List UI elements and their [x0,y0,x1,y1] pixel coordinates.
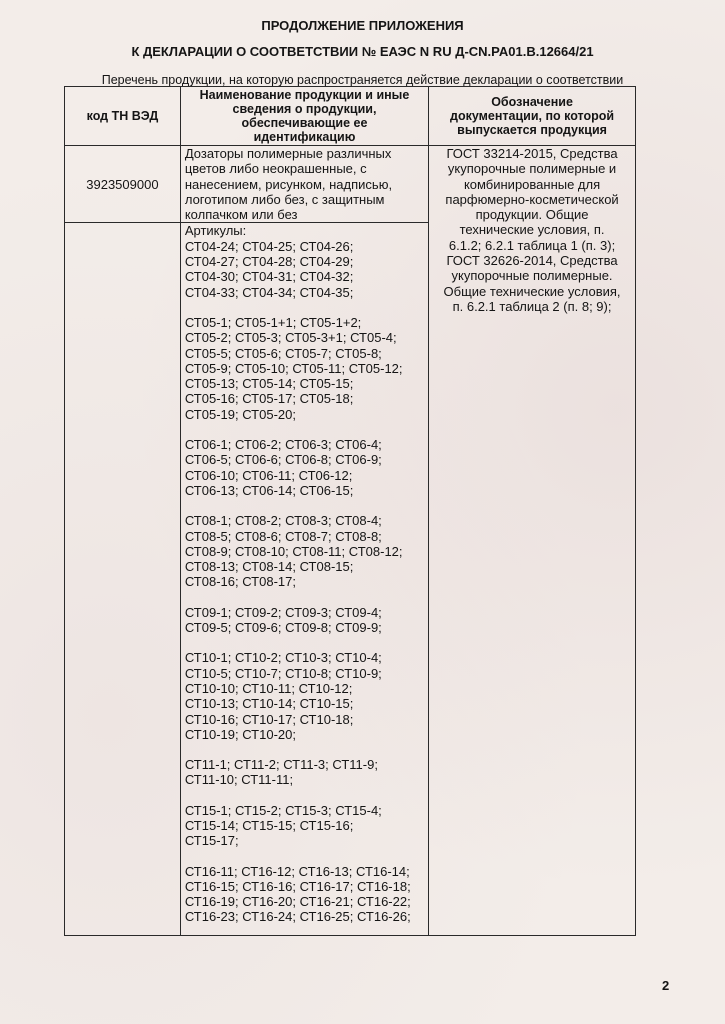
article-line: СТ05-16; СТ05-17; СТ05-18; [184,391,354,407]
page-title: ПРОДОЛЖЕНИЕ ПРИЛОЖЕНИЯ [261,18,464,33]
article-group [185,437,424,498]
article-line: СТ05-9; СТ05-10; СТ05-11; СТ05-12; [184,360,403,376]
empty-code-cell [65,223,181,936]
article-line: СТ08-1; СТ08-2; СТ08-3; СТ08-4; [184,513,382,529]
article-line: СТ08-16; СТ08-17; [184,574,296,590]
article-line: СТ16-23; СТ16-24; СТ16-25; СТ16-26; [184,909,411,925]
article-line: СТ10-1; СТ10-2; СТ10-3; СТ10-4; [184,650,382,666]
article-line: СТ10-10; СТ10-11; СТ10-12; [184,680,353,696]
article-line: СТ15-1; СТ15-2; СТ15-3; СТ15-4; [184,802,382,818]
article-line: СТ06-5; СТ06-6; СТ06-8; СТ06-9; [184,452,382,468]
documentation-cell: ГОСТ 33214-2015, Средства укупорочные полимерные и комбинированные для парфюмерно-косметической продукции. Общие технические условия, п. 6.1.2; 6.2.1 таблица 1 (п. 3); ГОСТ 32626-2014, Средства укупорочные полимерные. Общие технические условия, п. 6.2.1 таблица 2 (п. 8; 9); [429,146,636,936]
article-line: СТ08-13; СТ08-14; СТ08-15; [184,559,354,575]
article-group [185,605,424,636]
article-line: СТ06-10; СТ06-11; СТ06-12; [184,467,353,483]
article-line: СТ11-10; СТ11-11; [184,772,294,788]
article-line: СТ08-9; СТ08-10; СТ08-11; СТ08-12; [184,543,403,559]
article-line: СТ06-1; СТ06-2; СТ06-3; СТ06-4; [184,437,382,453]
article-line: СТ16-19; СТ16-20; СТ16-21; СТ16-22; [184,894,411,910]
declaration-title: К ДЕКЛАРАЦИИ О СООТВЕТСТВИИ № ЕАЭС N RU Д-CN.PA01.B.12664/21 [131,44,594,59]
article-line: СТ15-17; [184,833,239,849]
article-line: СТ05-19; СТ05-20; [184,406,296,422]
article-line: СТ16-15; СТ16-16; СТ16-17; СТ16-18; [184,878,411,894]
article-line: СТ10-19; СТ10-20; [184,726,296,742]
article-group [185,650,424,742]
product-table [64,86,636,936]
header-code: код ТН ВЭД [65,87,181,146]
article-line: СТ08-5; СТ08-6; СТ08-7; СТ08-8; [184,528,382,544]
article-line: СТ10-5; СТ10-7; СТ10-8; СТ10-9; [184,665,382,681]
article-line: СТ04-33; СТ04-34; СТ04-35; [184,284,354,300]
page-number: 2 [662,978,670,993]
articles-cell [180,223,428,936]
article-line: СТ05-5; СТ05-6; СТ05-7; СТ05-8; [184,345,382,361]
article-line: СТ10-13; СТ10-14; СТ10-15; [184,696,354,712]
article-line: СТ04-24; СТ04-25; СТ04-26; [184,238,354,254]
article-group [185,864,424,925]
article-line: СТ05-2; СТ05-3; СТ05-3+1; СТ05-4; [184,330,397,346]
article-group [185,513,424,589]
product-description-cell: Дозаторы полимерные различных цветов либо неокрашенные, с нанесением, рисунком, надписью, логотипом либо без, с защитным колпачком или без [180,146,428,223]
article-line: СТ16-11; СТ16-12; СТ16-13; СТ16-14; [184,863,410,879]
article-group [185,315,424,422]
article-line: СТ11-1; СТ11-2; СТ11-3; СТ11-9; [184,757,378,773]
table-header-row [65,87,636,146]
articles-label: Артикулы: [184,223,247,239]
article-group [185,239,424,300]
product-list-caption: Перечень продукции, на которую распространяется действие декларации о соответствии [101,73,624,87]
article-line: СТ05-13; СТ05-14; СТ05-15; [184,376,354,392]
article-line: СТ06-13; СТ06-14; СТ06-15; [184,482,354,498]
article-line: СТ04-27; СТ04-28; СТ04-29; [184,254,354,270]
article-groups [185,239,424,925]
article-line: СТ09-5; СТ09-6; СТ09-8; СТ09-9; [184,620,382,636]
article-line: СТ05-1; СТ05-1+1; СТ05-1+2; [184,314,362,330]
article-line: СТ04-30; СТ04-31; СТ04-32; [184,269,354,285]
header-name: Наименование продукции и иные сведения о продукции, обеспечивающие ее идентификацию [180,87,428,146]
article-line: СТ10-16; СТ10-17; СТ10-18; [184,711,354,727]
code-cell: 3923509000 [65,146,181,223]
article-group [185,803,424,849]
header-doc: Обозначение документации, по которой выпускается продукция [429,87,636,146]
article-line: СТ15-14; СТ15-15; СТ15-16; [184,817,354,833]
article-group [185,757,424,788]
table-row [65,146,636,223]
article-line: СТ09-1; СТ09-2; СТ09-3; СТ09-4; [184,604,382,620]
